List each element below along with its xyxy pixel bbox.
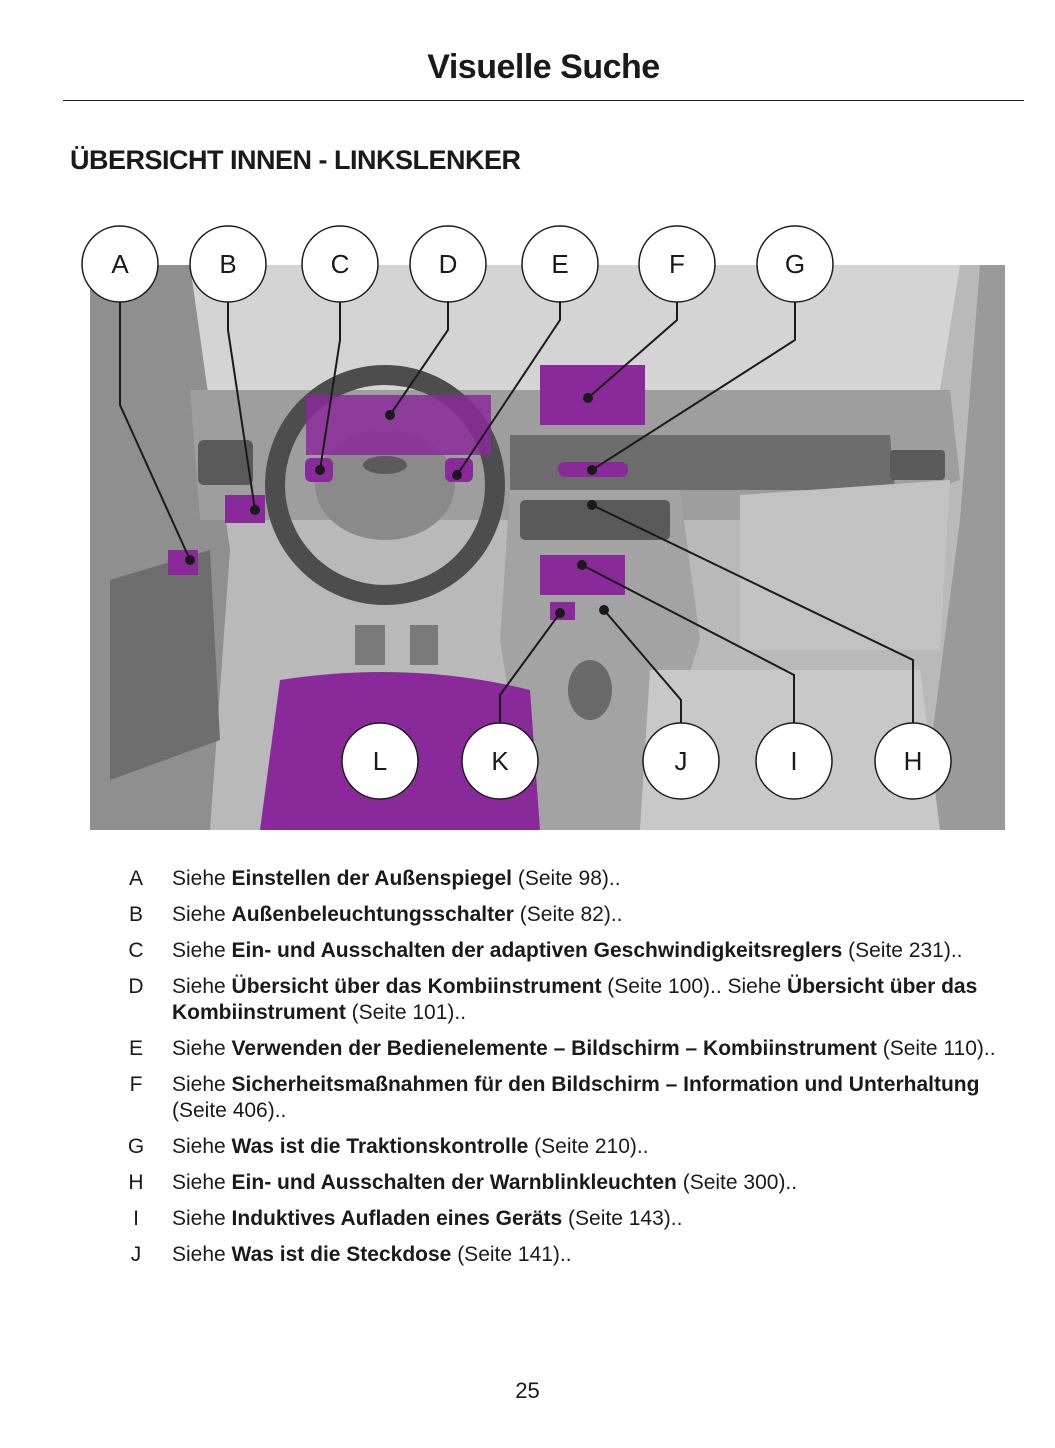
- legend-key: C: [128, 939, 144, 962]
- legend-list: [100, 866, 1020, 1278]
- legend-item: [100, 1242, 1020, 1268]
- interior-illustration: [80, 220, 1015, 832]
- legend-link[interactable]: Induktives Aufladen eines Geräts: [231, 1207, 563, 1230]
- legend-link[interactable]: Was ist die Traktionskontrolle: [231, 1135, 529, 1158]
- callout-l: [342, 723, 418, 799]
- callout-k: [462, 723, 538, 799]
- legend-item: [100, 1072, 1020, 1124]
- legend-text: Siehe Ein- und Ausschalten der Warnblinkleuchten (Seite 300)..: [172, 1171, 798, 1194]
- legend-link[interactable]: Verwenden der Bedienelemente – Bildschirm – Kombiinstrument: [231, 1037, 877, 1060]
- legend-item: [100, 938, 1020, 964]
- pedal-left: [355, 625, 385, 665]
- legend-text: Siehe Verwenden der Bedienelemente – Bildschirm – Kombiinstrument (Seite 110)..: [172, 1037, 996, 1060]
- callout-a: [82, 226, 158, 302]
- callout-h: [875, 723, 951, 799]
- dot-c: [315, 465, 325, 475]
- legend-key: G: [127, 1135, 145, 1158]
- callout-label: A: [111, 249, 129, 279]
- right-vent: [890, 450, 945, 480]
- interior-overview-figure: [80, 220, 1015, 832]
- legend-key: F: [129, 1073, 143, 1096]
- legend-text: Siehe Was ist die Steckdose (Seite 141)..: [172, 1243, 572, 1266]
- legend-item: [100, 1170, 1020, 1196]
- dot-a: [185, 555, 195, 565]
- dot-h: [587, 500, 597, 510]
- page-number: 25: [515, 1378, 540, 1403]
- legend-text: Siehe Außenbeleuchtungsschalter (Seite 82)..: [172, 903, 623, 926]
- callout-label: C: [330, 249, 350, 279]
- callout-label: I: [790, 746, 798, 776]
- callout-c: [302, 226, 378, 302]
- callout-g: [757, 226, 833, 302]
- door-armrest: [110, 550, 220, 780]
- legend-key: H: [128, 1171, 144, 1194]
- dot-d: [385, 410, 395, 420]
- callout-d: [410, 226, 486, 302]
- callout-i: [756, 723, 832, 799]
- legend-key: B: [128, 903, 143, 926]
- dot-i: [577, 560, 587, 570]
- callout-b: [190, 226, 266, 302]
- callout-e: [522, 226, 598, 302]
- legend-link[interactable]: Ein- und Ausschalten der Warnblinkleuchten: [231, 1171, 677, 1194]
- legend-key: E: [128, 1037, 143, 1060]
- dot-e: [452, 470, 462, 480]
- callout-f: [639, 226, 715, 302]
- callout-label: J: [674, 746, 688, 776]
- callout-label: K: [491, 746, 509, 776]
- callout-label: D: [438, 249, 458, 279]
- callout-label: F: [669, 249, 685, 279]
- legend-link[interactable]: Außenbeleuchtungsschalter: [231, 903, 514, 926]
- legend-link[interactable]: Übersicht über das Kombiinstrument: [172, 975, 978, 1024]
- dot-g: [587, 465, 597, 475]
- callout-label: E: [551, 249, 569, 279]
- legend-key: J: [130, 1243, 142, 1266]
- legend-item: [100, 1036, 1020, 1062]
- legend-text: Siehe Sicherheitsmaßnahmen für den Bildschirm – Information und Unterhaltung (Seite 406)..: [172, 1073, 980, 1122]
- legend-text: Siehe Ein- und Ausschalten der adaptiven Geschwindigkeitsreglers (Seite 231)..: [172, 939, 963, 962]
- legend-item: [100, 866, 1020, 892]
- callout-label: H: [903, 746, 923, 776]
- legend-text: Siehe Einstellen der Außenspiegel (Seite 98)..: [172, 867, 621, 890]
- legend-text: Siehe Übersicht über das Kombiinstrument (Seite 100).. Siehe Übersicht über das Kombiinstrument (Seite 101)..: [172, 975, 978, 1024]
- legend-item: [100, 1206, 1020, 1232]
- legend-link[interactable]: Sicherheitsmaßnahmen für den Bildschirm – Information und Unterhaltung: [231, 1073, 980, 1096]
- dot-b: [250, 505, 260, 515]
- legend-text: Siehe Was ist die Traktionskontrolle (Seite 210)..: [172, 1135, 649, 1158]
- callout-label: G: [784, 249, 806, 279]
- page-title: Visuelle Suche: [427, 48, 660, 86]
- legend-link[interactable]: Was ist die Steckdose: [231, 1243, 452, 1266]
- legend-item: [100, 1134, 1020, 1160]
- dot-j: [599, 605, 609, 615]
- pedal-right: [410, 625, 438, 665]
- legend-item: [100, 902, 1020, 928]
- legend-link[interactable]: Ein- und Ausschalten der adaptiven Geschwindigkeitsreglers: [231, 939, 843, 962]
- callout-label: L: [372, 746, 388, 776]
- dot-f: [583, 393, 593, 403]
- section-title: ÜBERSICHT INNEN - LINKSLENKER: [70, 145, 521, 175]
- callout-label: B: [219, 249, 237, 279]
- gear-shifter: [568, 660, 612, 720]
- legend-key: D: [128, 975, 144, 998]
- glovebox: [740, 480, 950, 650]
- legend-item: [100, 974, 1020, 1026]
- legend-link[interactable]: Übersicht über das Kombiinstrument: [231, 975, 602, 998]
- legend-key: I: [133, 1207, 139, 1230]
- dot-k: [555, 608, 565, 618]
- callout-j: [643, 723, 719, 799]
- legend-link[interactable]: Einstellen der Außenspiegel: [231, 867, 513, 890]
- steering-logo: [363, 456, 407, 474]
- legend-text: Siehe Induktives Aufladen eines Geräts (Seite 143)..: [172, 1207, 683, 1230]
- page-header: [63, 44, 1024, 101]
- legend-key: A: [128, 867, 143, 890]
